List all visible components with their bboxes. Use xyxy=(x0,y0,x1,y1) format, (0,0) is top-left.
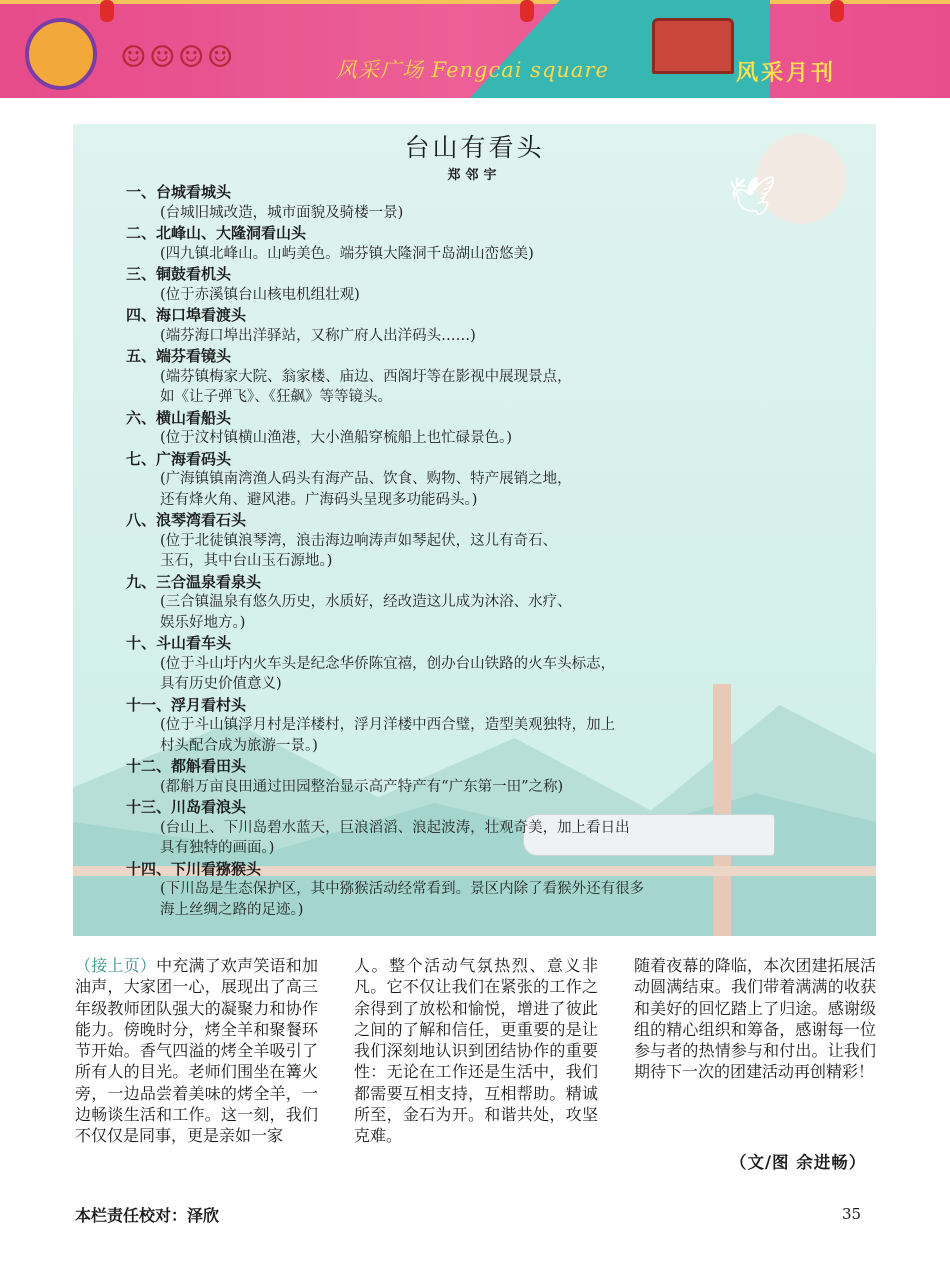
item-heading: 七、广海看码头 xyxy=(126,449,232,468)
item-description: (下川岛是生态保护区，其中猕猴活动经常看到。景区内除了看猴外还有很多 海上丝绸之路的足迹。) xyxy=(160,881,645,918)
item-description: (位于汶村镇横山渔港，大小渔船穿梳船上也忙碌景色。) xyxy=(160,430,513,446)
lantern-icon xyxy=(520,0,534,22)
attraction-list xyxy=(126,182,846,920)
item-heading: 十三、川岛看浪头 xyxy=(126,798,247,816)
list-item xyxy=(126,264,846,305)
list-item xyxy=(126,633,846,695)
item-heading: 十二、都斛看田头 xyxy=(126,757,247,775)
item-description: (台山上、下川岛碧水蓝天，巨浪滔滔、浪起波涛，壮观奇美，加上看日出 具有独特的画面。) xyxy=(160,819,630,856)
item-heading: 十、斗山看车头 xyxy=(126,634,232,652)
story-column-1 xyxy=(75,955,318,1147)
item-description: (位于斗山圩内火车头是纪念华侨陈宜禧，创办台山铁路的火车头标志， 具有历史价值意义) xyxy=(160,655,616,692)
item-heading: 十一、浮月看村头 xyxy=(126,695,247,714)
item-heading: 四、海口埠看渡头 xyxy=(126,306,247,324)
article-author: 郑邻宇 xyxy=(447,168,502,183)
item-description: (位于斗山镇浮月村是洋楼村，浮月洋楼中西合璧，造型美观独特，加上 村头配合成为旅游一景。) xyxy=(160,717,616,754)
item-description: (三合镇温泉有悠久历史，水质好，经改造这儿成为沐浴、水疗、 娱乐好地方。) xyxy=(160,594,572,631)
banner-top-border xyxy=(0,0,950,4)
vintage-bus-illustration xyxy=(652,18,734,74)
item-heading: 二、北峰山、大隆洞看山头 xyxy=(126,224,307,242)
list-item xyxy=(126,408,846,449)
continued-label: （接上页） xyxy=(75,956,157,975)
item-description: (位于北徒镇浪琴湾，浪击海边响涛声如琴起伏，这儿有奇石、 玉石，其中台山玉石源地。) xyxy=(160,532,558,569)
list-item xyxy=(126,695,846,757)
item-heading: 三、铜鼓看机头 xyxy=(126,265,232,283)
item-description: (台城旧城改造，城市面貌及骑楼一景) xyxy=(160,204,404,221)
proofreader-note: 本栏责任校对：泽欣 xyxy=(75,1206,220,1225)
list-item xyxy=(126,305,846,346)
list-item xyxy=(126,449,846,511)
item-heading: 一、台城看城头 xyxy=(126,183,232,201)
story-column-2 xyxy=(354,955,598,1147)
crane-icon: 🕊 xyxy=(728,174,777,218)
item-heading: 九、三合温泉看泉头 xyxy=(126,572,262,591)
story-text-3: 随着夜幕的降临，本次团建拓展活动圆满结束。我们带着满满的收获和美好的回忆踏上了归途。感谢级组的精心组织和筹备，感谢每一位参与者的热情参与和付出。让我们期待下一次的团建活动再创精彩！ xyxy=(634,956,876,1082)
item-heading: 十四、下川看猕猴头 xyxy=(126,859,262,878)
festival-people-illustration: ☺☺☺☺ xyxy=(120,40,236,75)
item-heading: 八、浪琴湾看石头 xyxy=(126,511,247,529)
story-text-2: 人。整个活动气氛热烈、意义非凡。它不仅让我们在紧张的工作之余得到了放松和愉悦，增进了彼此之间的了解和信任，更重要的是让我们深刻地认识到团结协作的重要性：无论在工作还是生活中，我们都需要互相支持，互相帮助。精诚所至，金石为开。和谐共处，攻坚克难。 xyxy=(354,956,598,1146)
list-item xyxy=(126,182,846,223)
header-banner xyxy=(0,0,950,98)
article-title: 台山有看头 xyxy=(404,133,545,162)
list-item xyxy=(126,756,846,797)
decorative-medallion xyxy=(25,18,97,90)
item-description: (四九镇北峰山。山屿美色。端芬镇大隆洞千岛湖山峦悠美) xyxy=(160,245,534,262)
item-description: (端芬海口埠出洋驿站，又称广府人出洋码头……) xyxy=(160,327,476,344)
article-card xyxy=(73,124,876,936)
list-item xyxy=(126,797,846,859)
item-heading: 六、横山看船头 xyxy=(126,408,232,427)
lantern-icon xyxy=(100,0,114,22)
item-description: (端芬镇梅家大院、翁家楼、庙边、西阁圩等在影视中展现景点， 如《让子弹飞》、《狂飙》等等镜头。 xyxy=(160,368,572,405)
magazine-title: 风采月刊 xyxy=(736,60,837,86)
item-description: (都斛万亩良田通过田园整治显示高产特产有“广东第一田”之称) xyxy=(160,778,564,795)
column-category: 风采广场 Fengcai square xyxy=(336,58,609,82)
list-item xyxy=(126,572,846,634)
list-item xyxy=(126,223,846,264)
list-item xyxy=(126,859,846,921)
list-item xyxy=(126,510,846,572)
page-number: 35 xyxy=(842,1205,862,1223)
item-description: (位于赤溪镇台山核电机组壮观) xyxy=(160,286,360,303)
story-column-3 xyxy=(634,955,876,1083)
item-description: (广海镇镇南湾渔人码头有海产品、饮食、购物、特产展销之地， 还有烽火角、避风港。广海码头呈现多功能码头。) xyxy=(160,471,572,508)
lantern-icon xyxy=(830,0,844,22)
list-item xyxy=(126,346,846,408)
item-heading: 五、端芬看镜头 xyxy=(126,347,232,365)
story-text-1: 中充满了欢声笑语和加油声，大家团一心，展现出了高三年级教师团队强大的凝聚力和协作能力。傍晚时分，烤全羊和聚餐环节开始。香气四溢的烤全羊吸引了所有人的目光。老师们围坐在篝火旁，一边品尝着美味的烤全羊，一边畅谈生活和工作。这一刻，我们不仅仅是同事，更是亲如一家 xyxy=(75,956,318,1146)
photo-credit: （文/图 余进畅） xyxy=(730,1153,867,1172)
